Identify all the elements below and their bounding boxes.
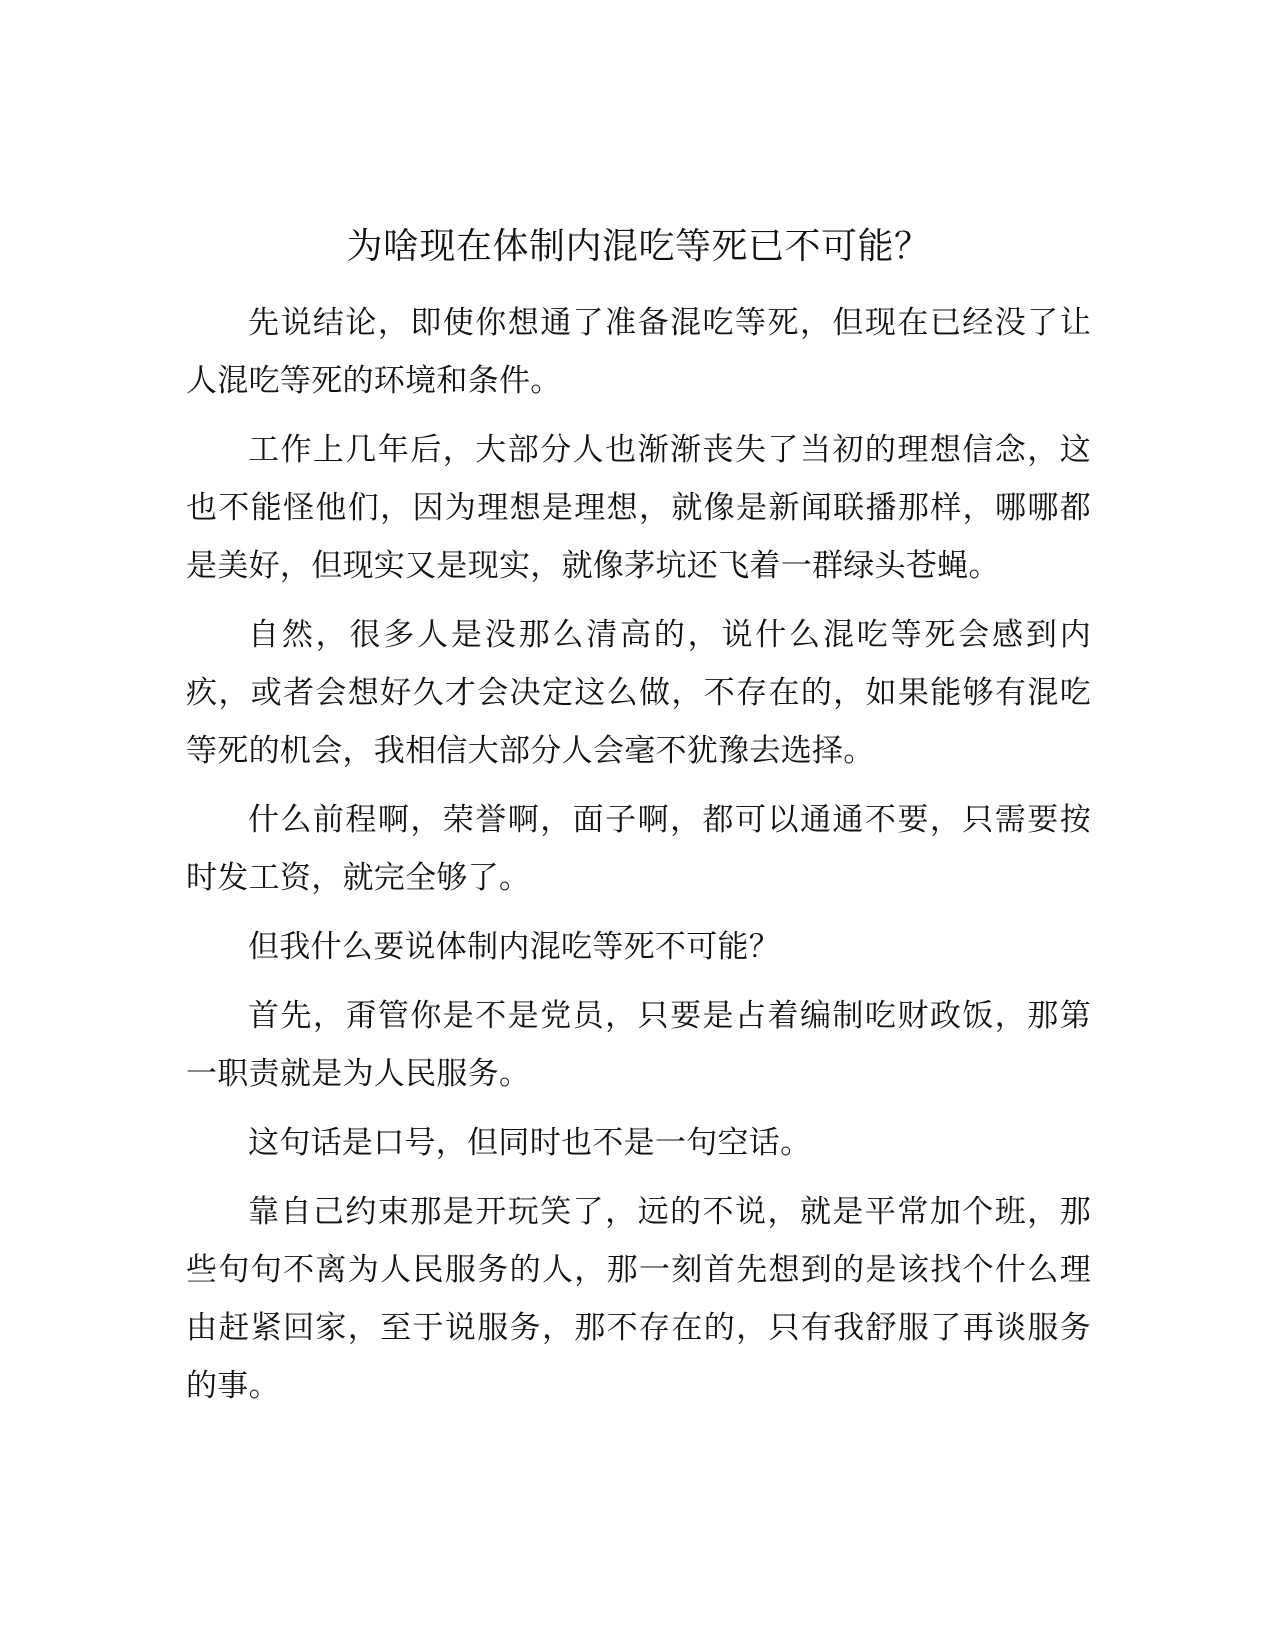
paragraph-2: 工作上几年后，大部分人也渐渐丧失了当初的理想信念，这也不能怪他们，因为理想是理想，就像是新闻联播那样，哪哪都是美好，但现实又是现实，就像茅坑还飞着一群绿头苍蝇。 [186,432,1091,584]
paragraph-7: 这句话是口号，但同时也不是一句空话。 [248,1125,812,1161]
paragraph-3: 自然，很多人是没那么清高的，说什么混吃等死会感到内疚，或者会想好久才会决定这么做，不存在的，如果能够有混吃等死的机会，我相信大部分人会毫不犹豫去选择。 [186,617,1091,769]
paragraph-6: 首先，甭管你是不是党员，只要是占着编制吃财政饭，那第一职责就是为人民服务。 [186,998,1091,1092]
document-title: 为啥现在体制内混吃等死已不可能？ [346,226,931,267]
document-page [186,222,1091,1426]
paragraph-1: 先说结论，即使你想通了准备混吃等死，但现在已经没了让人混吃等死的环境和条件。 [186,305,1091,399]
paragraph-8: 靠自己约束那是开玩笑了，远的不说，就是平常加个班，那些句句不离为人民服务的人，那一刻首先想到的是该找个什么理由赶紧回家，至于说服务，那不存在的，只有我舒服了再谈服务的事。 [186,1194,1091,1404]
paragraph-5: 但我什么要说体制内混吃等死不可能？ [248,929,781,965]
paragraph-4: 什么前程啊，荣誉啊，面子啊，都可以通通不要，只需要按时发工资，就完全够了。 [186,802,1091,896]
